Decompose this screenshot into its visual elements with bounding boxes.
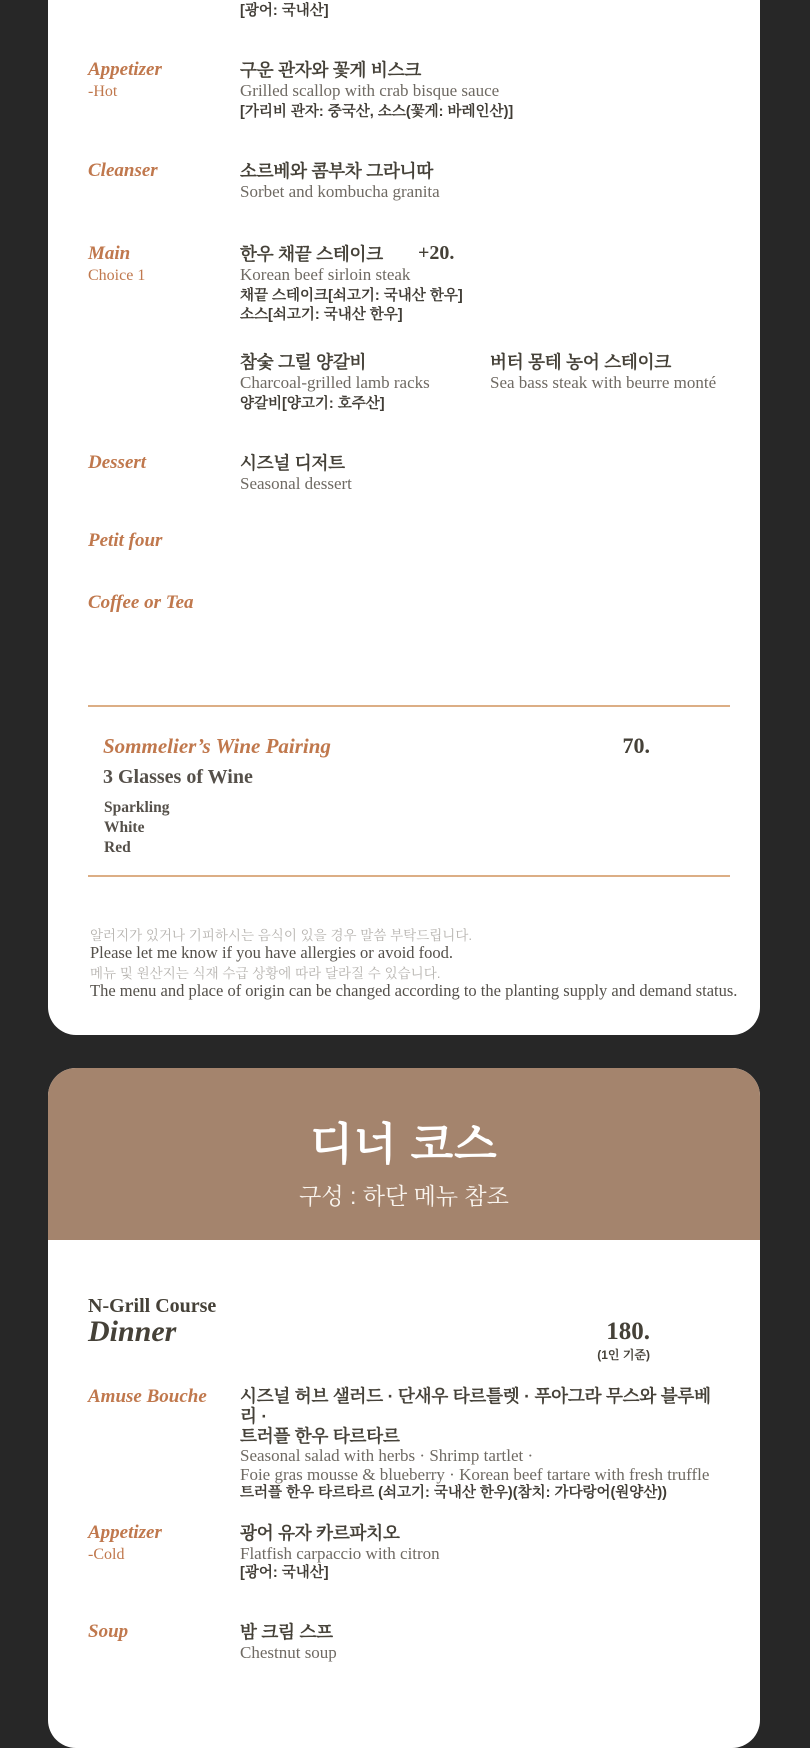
menu-item-main-lamb [240,351,430,414]
origin-notice-ko: 메뉴 및 원산지는 식재 수급 상황에 따라 달라질 수 있습니다. [90,966,441,981]
dinner-title: 디너 코스 [310,1120,498,1169]
menu-item-main-seabass [490,351,716,393]
section-label: Main [88,243,131,264]
menu-item-appetizer-hot [240,59,513,122]
section-label: Appetizer [88,1522,162,1543]
section-label-appetizer-cold [88,1522,162,1565]
lunch-course-card [48,0,760,1035]
section-label-petit-four: Petit four [88,530,163,551]
dish-name-ko: 광어 유자 카르파치오 [240,1523,400,1543]
dish-name-en: Flatfish carpaccio with citron [240,1544,440,1563]
section-sublabel: Choice 1 [88,267,146,284]
dish-name-en: Charcoal-grilled lamb racks [240,373,430,392]
allergy-notice-en: Please let me know if you have allergies or avoid food. [90,943,454,962]
dish-name-ko: 시즈널 허브 샐러드 · 단새우 타르틀렛 · 푸아그라 무스와 블루베리 · [240,1386,711,1426]
wine-item-sparkling: Sparkling [104,799,170,816]
wine-item-white: White [104,819,145,836]
section-sublabel: -Cold [88,1546,125,1563]
allergy-notice-ko: 알러지가 있거나 기피하시는 음식이 있을 경우 말씀 부탁드립니다. [90,928,473,943]
section-label-coffee-or-tea: Coffee or Tea [88,592,194,613]
origin-note: [가리비 관자: 중국산, 소스(꽃게: 바레인산)] [240,104,514,120]
menu-item-appetizer-cold [240,1522,440,1583]
wine-pairing-subtitle: 3 Glasses of Wine [103,766,253,788]
menu-item-dessert [240,452,352,494]
dish-name-ko: 밤 크림 스프 [240,1622,333,1642]
course-price-unit: (1인 기준) [597,1348,650,1362]
divider [88,705,730,707]
origin-note: 채끝 스테이크[쇠고기: 국내산 한우] [240,288,463,304]
dish-name-en: Seasonal dessert [240,474,352,493]
course-name: N-Grill Course [88,1295,217,1317]
course-price-block [597,1318,650,1363]
origin-notice-en: The menu and place of origin can be changed according to the planting supply and demand status. [90,981,738,1000]
dish-name-ko: 한우 채끝 스테이크 [240,244,383,264]
section-label: Appetizer [88,59,162,80]
section-label-dessert: Dessert [88,452,147,473]
menu-item-cleanser [240,160,440,202]
section-sublabel: -Hot [88,83,118,100]
dish-name-en: Grilled scallop with crab bisque sauce [240,81,500,100]
origin-note: [광어: 국내산] [240,1565,329,1581]
course-meal: Dinner [88,1315,177,1348]
dinner-course-card [48,1068,760,1748]
dish-name-en: Korean beef sirloin steak [240,265,411,284]
section-label-main [88,243,145,286]
origin-note: [광어: 국내산] [240,3,329,19]
course-price: 180. [606,1318,650,1345]
dish-name-ko: 트러플 한우 타르타르 [240,1426,400,1446]
dish-name-ko: 버터 몽테 농어 스테이크 [490,352,672,372]
dish-name-en: Foie gras mousse & blueberry · Korean beef tartare with fresh truffle [240,1465,710,1484]
dish-name-en: Seasonal salad with herbs · Shrimp tartlet · [240,1446,534,1465]
wine-pairing-price: 70. [622,733,650,758]
dish-name-en: Chestnut soup [240,1643,337,1662]
section-label-soup: Soup [88,1621,129,1642]
section-label-cleanser: Cleanser [88,160,158,181]
section-label-amuse-bouche: Amuse Bouche [88,1386,207,1407]
dish-name-ko: 시즈널 디저트 [240,453,345,473]
section-label-appetizer-hot [88,59,162,102]
dish-name-en: Sorbet and kombucha granita [240,182,440,201]
dish-name-ko: 소르베와 콤부차 그라니따 [240,161,434,181]
origin-note: 양갈비[양고기: 호주산] [240,396,385,412]
wine-pairing-title: Sommelier’s Wine Pairing [103,734,331,758]
origin-note: 소스[쇠고기: 국내산 한우] [240,307,403,323]
menu-item-amuse-bouche [240,1386,720,1503]
dish-name-ko: 구운 관자와 꽃게 비스크 [240,60,422,80]
wine-item-red: Red [104,839,131,856]
origin-note: 트러플 한우 타르타르 (쇠고기: 국내산 한우)(참치: 가다랑어(원양산)) [240,1485,667,1501]
dish-name-ko: 참숯 그릴 양갈비 [240,352,367,372]
dinner-header-banner [48,1068,760,1240]
wine-pairing-list [104,798,169,858]
divider [88,875,730,877]
dinner-subtitle: 구성 : 하단 메뉴 참조 [299,1183,509,1209]
dish-name-en: Sea bass steak with beurre monté [490,373,717,392]
supplement-price: +20. [418,242,455,264]
menu-item-soup [240,1621,337,1663]
